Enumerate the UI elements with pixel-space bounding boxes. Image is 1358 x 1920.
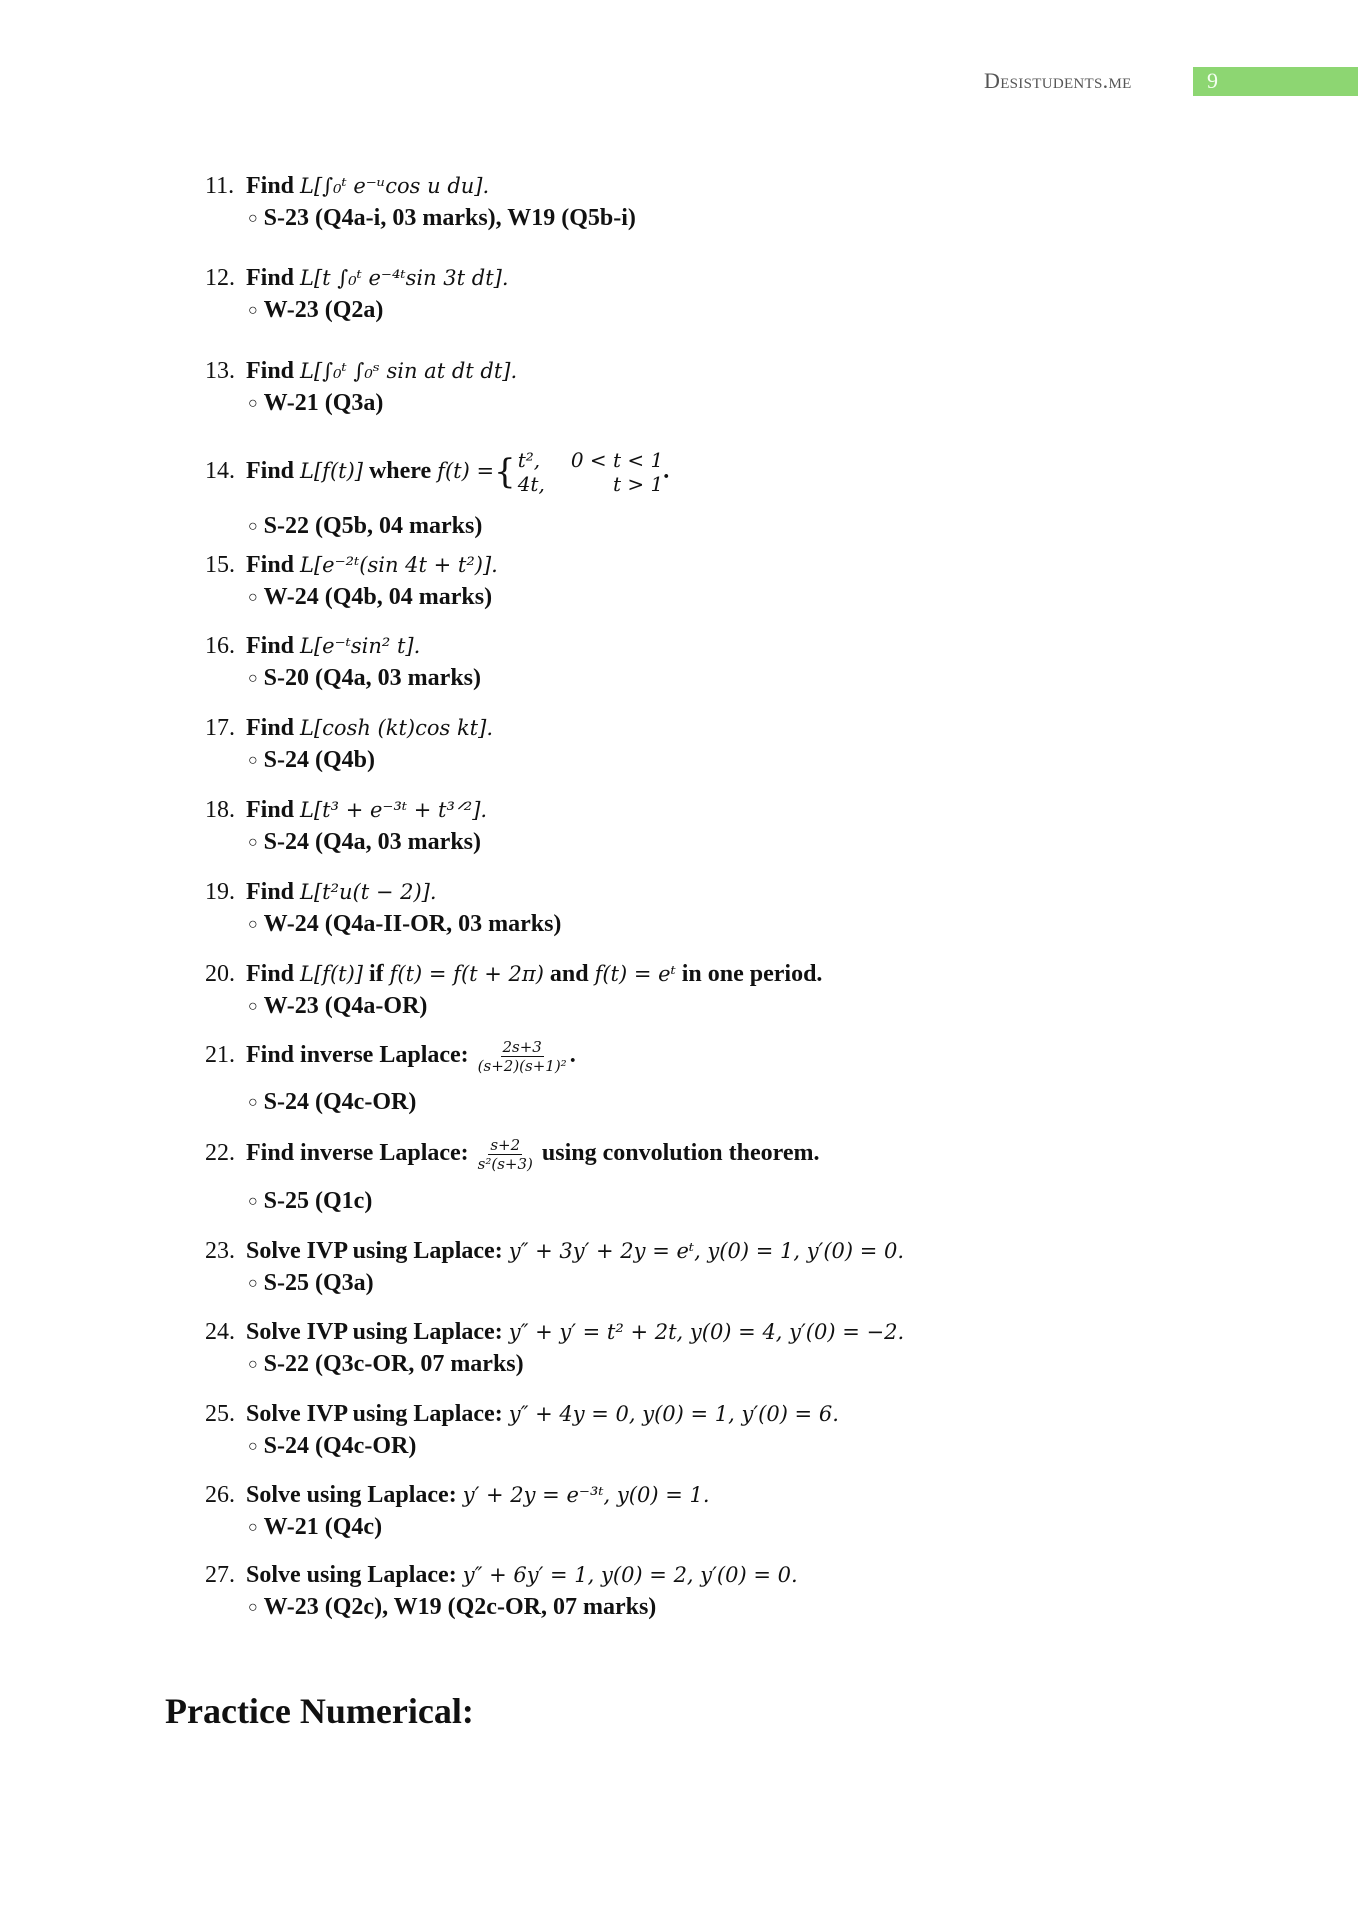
math-expression: L[cosh (kt)cos kt]. (300, 716, 493, 740)
question-line (205, 794, 487, 826)
question-connector: and (543, 961, 595, 987)
reference-text: W-23 (Q2a) (263, 297, 384, 323)
question-number: 21. (205, 1042, 235, 1069)
bullet-icon: ○ (248, 752, 258, 769)
question-text (246, 961, 822, 987)
question-item (205, 170, 636, 235)
question-line (205, 1038, 576, 1075)
bullet-icon: ○ (248, 518, 258, 535)
math-expression: y″ + y′ = t² + 2t, y(0) = 4, y′(0) = −2. (508, 1320, 905, 1344)
question-lead: Solve using Laplace: (246, 1562, 463, 1588)
math-expression: L[e⁻²ᵗ(sin 4t + t²)]. (300, 553, 498, 577)
question-item (205, 794, 487, 859)
math-expression: L[f(t)] (300, 458, 363, 483)
question-item (205, 448, 669, 543)
question-number: 27. (205, 1562, 235, 1588)
question-lead: Solve IVP using Laplace: (246, 1319, 509, 1345)
bullet-icon: ○ (248, 589, 258, 606)
bullet-icon: ○ (248, 834, 258, 851)
question-text (246, 265, 509, 291)
exam-reference (248, 1267, 947, 1300)
question-lead: Find (246, 358, 301, 384)
exam-reference (248, 662, 481, 695)
question-line (205, 262, 509, 294)
bullet-icon: ○ (248, 1275, 258, 1292)
question-item (205, 355, 517, 420)
question-text (246, 1238, 904, 1264)
math-expression: L[t ∫₀ᵗ e⁻⁴ᵗsin 3t dt]. (300, 266, 509, 290)
question-number: 12. (205, 265, 235, 291)
reference-text: S-24 (Q4c-OR) (263, 1433, 417, 1459)
bullet-icon: ○ (248, 302, 258, 319)
math-expression: L[e⁻ᵗsin² t]. (300, 634, 421, 658)
bullet-icon: ○ (248, 1356, 258, 1373)
reference-text: W-24 (Q4a-II-OR, 03 marks) (263, 911, 562, 937)
fraction-numerator: s+2 (490, 1136, 521, 1154)
fraction (478, 1038, 567, 1075)
section-heading: Practice Numerical: (165, 1691, 474, 1731)
reference-text: S-25 (Q1c) (263, 1188, 373, 1214)
question-text (246, 173, 489, 199)
math-expression: y′ + 2y = e⁻³ᵗ, y(0) = 1. (462, 1483, 710, 1507)
question-line (205, 448, 669, 496)
exam-reference (248, 1086, 619, 1119)
bullet-icon: ○ (248, 1193, 258, 1210)
piecewise-case2: 4t, (517, 472, 545, 496)
question-text (246, 633, 420, 659)
question-lead: Find (246, 173, 301, 199)
question-item (205, 712, 493, 777)
exam-reference (248, 202, 636, 235)
question-item (205, 630, 481, 695)
question-item (205, 1235, 904, 1300)
question-number: 24. (205, 1319, 235, 1345)
reference-text: S-25 (Q3a) (263, 1270, 374, 1296)
question-number: 23. (205, 1238, 235, 1264)
question-item (205, 1398, 839, 1463)
math-expression: f(t) = f(t + 2π) (389, 962, 544, 986)
exam-reference (248, 826, 530, 859)
question-number: 20. (205, 961, 235, 987)
question-line (205, 1235, 904, 1267)
question-lead: Find (246, 797, 301, 823)
reference-text: S-24 (Q4c-OR) (263, 1089, 417, 1115)
reference-text: S-24 (Q4b) (263, 747, 376, 773)
exam-reference (248, 1348, 947, 1381)
question-lead: Find (246, 961, 301, 987)
question-lead: Find (246, 457, 301, 484)
question-number: 17. (205, 715, 235, 741)
question-lead: Solve IVP using Laplace: (246, 1401, 509, 1427)
question-lead: Find (246, 633, 301, 659)
question-text (246, 1319, 904, 1345)
question-lead: Find (246, 265, 301, 291)
question-line (205, 958, 822, 990)
question-item (205, 262, 509, 327)
reference-text: W-21 (Q4c) (263, 1514, 383, 1540)
reference-text: S-23 (Q4a-i, 03 marks), W19 (Q5b-i) (263, 205, 636, 231)
question-number: 18. (205, 797, 235, 823)
math-expression: L[t²u(t − 2)]. (300, 880, 437, 904)
fraction-denominator: s²(s+3) (477, 1155, 533, 1173)
site-name: Desistudents.me (984, 68, 1132, 93)
math-expression: L[∫₀ᵗ e⁻ᵘcos u du]. (300, 174, 490, 198)
question-tail: in one period. (675, 961, 823, 987)
question-text (246, 715, 493, 741)
math-expression: f(t) = eᵗ (594, 962, 676, 986)
bullet-icon: ○ (248, 670, 258, 687)
page-number: 9 (1207, 68, 1218, 93)
question-text (246, 448, 670, 496)
bullet-icon: ○ (248, 210, 258, 227)
question-number: 19. (205, 879, 235, 905)
math-expression: y″ + 4y = 0, y(0) = 1, y′(0) = 6. (508, 1402, 839, 1426)
question-number: 16. (205, 633, 235, 659)
question-line (205, 630, 438, 662)
question-line (205, 1398, 839, 1430)
question-lead: Solve using Laplace: (246, 1482, 463, 1508)
question-lead: Find inverse Laplace: (246, 1042, 475, 1069)
question-text (246, 552, 498, 578)
piecewise-cond1: 0 < t < 1 (570, 448, 664, 472)
math-expression: y″ + 3y′ + 2y = eᵗ, y(0) = 1, y′(0) = 0. (508, 1239, 905, 1263)
question-number: 15. (205, 552, 235, 578)
bullet-icon: ○ (248, 1438, 258, 1455)
question-connector: where (362, 457, 438, 484)
exam-reference (248, 1185, 862, 1218)
question-item (205, 1038, 576, 1119)
question-tail: . (663, 457, 670, 484)
question-text (246, 1401, 839, 1427)
piecewise-cond2: t > 1 (613, 472, 664, 496)
question-line (205, 170, 593, 202)
question-line (205, 876, 518, 908)
question-line (205, 1136, 819, 1173)
exam-reference (248, 581, 541, 614)
fraction-numerator: 2s+3 (502, 1038, 542, 1056)
bullet-icon: ○ (248, 1519, 258, 1536)
bullet-icon: ○ (248, 395, 258, 412)
question-item (205, 1559, 798, 1624)
brace: { (494, 452, 516, 492)
reference-text: S-22 (Q3c-OR, 07 marks) (263, 1351, 524, 1377)
exam-reference (248, 510, 712, 543)
reference-text: S-20 (Q4a, 03 marks) (263, 665, 481, 691)
question-number: 25. (205, 1401, 235, 1427)
reference-text: W-24 (Q4b, 04 marks) (263, 584, 493, 610)
question-line (205, 712, 493, 744)
question-lead: Solve IVP using Laplace: (246, 1238, 509, 1264)
question-number: 22. (205, 1140, 235, 1167)
exam-reference (248, 1591, 841, 1624)
exam-reference (248, 1430, 882, 1463)
question-text (246, 797, 487, 823)
fraction (478, 1136, 533, 1173)
question-tail: using convolution theorem. (535, 1140, 820, 1167)
reference-text: W-23 (Q4a-OR) (263, 993, 428, 1019)
question-number: 13. (205, 358, 235, 384)
question-item (205, 876, 562, 941)
question-line (205, 1559, 798, 1591)
question-item (205, 1479, 710, 1544)
reference-text: W-23 (Q2c), W19 (Q2c-OR, 07 marks) (263, 1594, 657, 1620)
exam-reference (248, 294, 552, 327)
question-number: 26. (205, 1482, 235, 1508)
math-expression: f(t) = (437, 458, 495, 483)
question-lead: Find inverse Laplace: (246, 1140, 475, 1167)
question-text (246, 1038, 576, 1075)
bullet-icon: ○ (248, 998, 258, 1015)
question-lead: Find (246, 552, 301, 578)
math-expression: y″ + 6y′ = 1, y(0) = 2, y′(0) = 0. (462, 1563, 798, 1587)
question-line (205, 355, 517, 387)
question-line (205, 1316, 904, 1348)
page-number-bar (1193, 67, 1358, 96)
bullet-icon: ○ (248, 916, 258, 933)
reference-text: W-21 (Q3a) (263, 390, 384, 416)
question-item (205, 958, 822, 1023)
question-text (246, 1482, 710, 1508)
piecewise-case1: t², (517, 448, 541, 472)
question-number: 14. (205, 457, 235, 484)
exam-reference (248, 1511, 753, 1544)
bullet-icon: ○ (248, 1094, 258, 1111)
question-lead: Find (246, 715, 301, 741)
bullet-icon: ○ (248, 1599, 258, 1616)
question-text (246, 1136, 820, 1173)
question-item (205, 1316, 904, 1381)
question-lead: Find (246, 879, 301, 905)
question-text (246, 1562, 798, 1588)
question-item (205, 1136, 819, 1218)
question-line (205, 1479, 710, 1511)
question-connector: if (362, 961, 390, 987)
question-text (246, 879, 437, 905)
exam-reference (248, 990, 865, 1023)
math-expression: L[t³ + e⁻³ᵗ + t³ᐟ²]. (300, 798, 488, 822)
question-text (246, 358, 517, 384)
exam-reference (248, 908, 561, 941)
piecewise-function (494, 448, 663, 496)
exam-reference (248, 744, 536, 777)
math-expression: L[∫₀ᵗ ∫₀ˢ sin at dt dt]. (300, 359, 518, 383)
question-line (205, 549, 498, 581)
exam-reference (248, 387, 560, 420)
fraction-denominator: (s+2)(s+1)² (477, 1057, 567, 1075)
question-item (205, 549, 498, 614)
question-number: 11. (205, 173, 235, 199)
reference-text: S-22 (Q5b, 04 marks) (263, 513, 483, 539)
question-tail: . (569, 1042, 576, 1069)
math-expression: L[f(t)] (300, 962, 363, 986)
reference-text: S-24 (Q4a, 03 marks) (263, 829, 481, 855)
